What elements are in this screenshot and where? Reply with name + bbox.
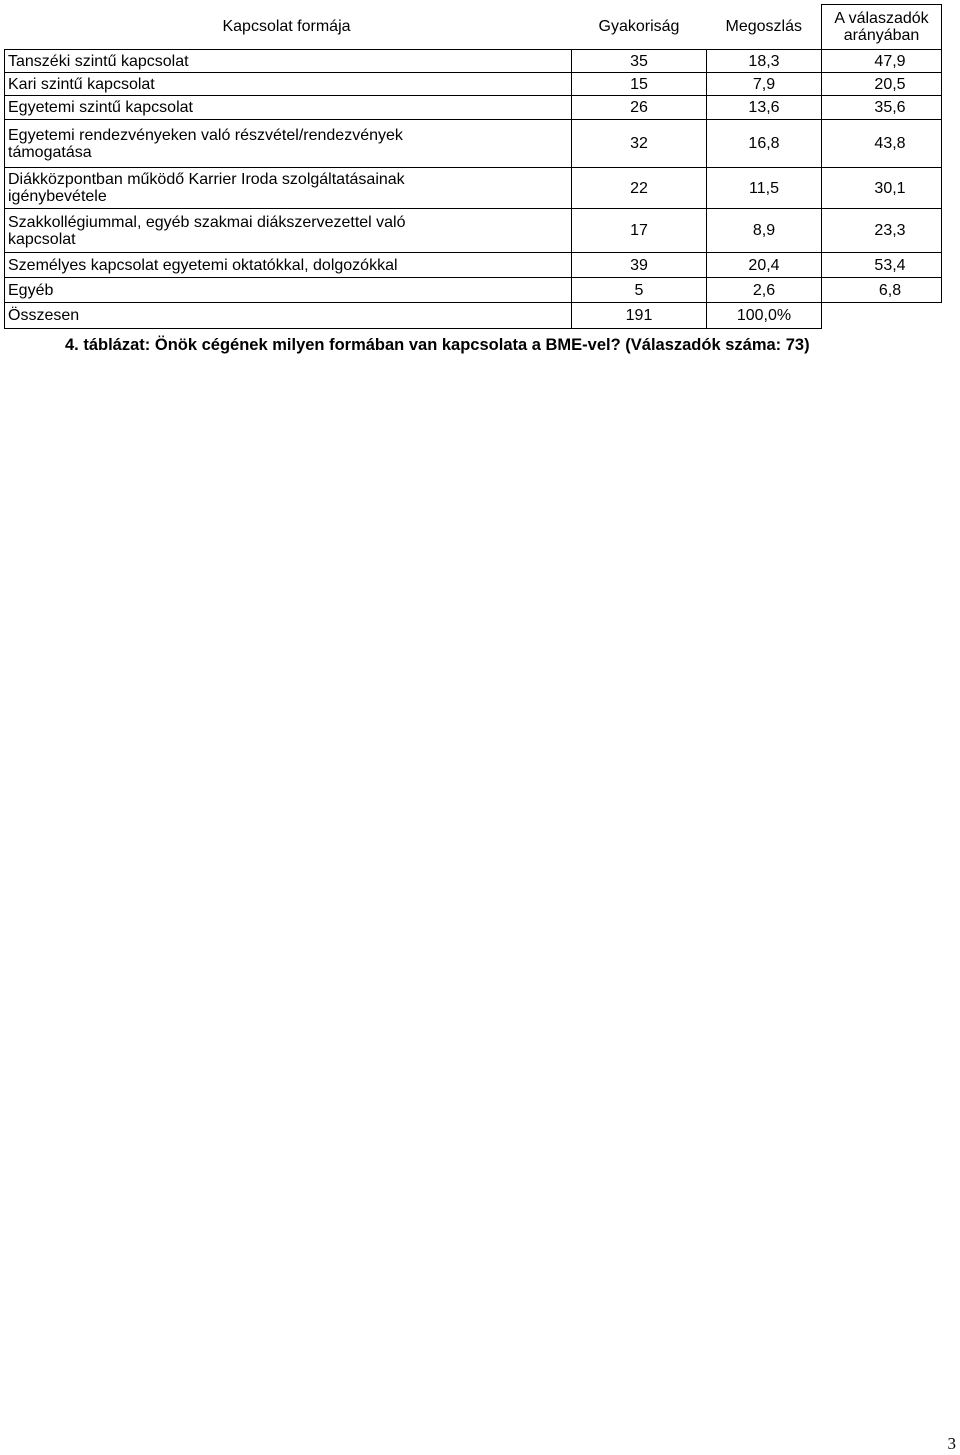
contact-form-table xyxy=(4,4,942,355)
row-label: Tanszéki szintű kapcsolat xyxy=(5,50,572,73)
row-frequency: 5 xyxy=(572,278,707,303)
table-row xyxy=(5,168,942,209)
table-caption: 4. táblázat: Önök cégének milyen formában van kapcsolata a BME-vel? (Válaszadók száma: 73) xyxy=(65,336,810,354)
row-frequency: 17 xyxy=(572,209,707,253)
header-distribution: Megoszlás xyxy=(725,18,802,36)
row-label xyxy=(5,209,572,253)
row-respondent-ratio: 47,9 xyxy=(822,50,942,73)
row-label-line2: igénybevétele xyxy=(8,188,107,205)
row-frequency: 39 xyxy=(572,253,707,278)
row-respondent-ratio: 43,8 xyxy=(822,120,942,168)
row-frequency: 32 xyxy=(572,120,707,168)
row-label: Egyetemi szintű kapcsolat xyxy=(5,96,572,120)
row-frequency: 22 xyxy=(572,168,707,209)
row-frequency: 15 xyxy=(572,73,707,96)
total-distribution: 100,0% xyxy=(707,303,822,329)
row-label: Kari szintű kapcsolat xyxy=(5,73,572,96)
row-distribution: 18,3 xyxy=(707,50,822,73)
table-row xyxy=(5,253,942,278)
table-row xyxy=(5,120,942,168)
row-frequency: 35 xyxy=(572,50,707,73)
table-row xyxy=(5,73,942,96)
row-frequency: 26 xyxy=(572,96,707,120)
row-label: Személyes kapcsolat egyetemi oktatókkal, dolgozókkal xyxy=(5,253,572,278)
row-label xyxy=(5,120,572,168)
row-distribution: 13,6 xyxy=(707,96,822,120)
row-respondent-ratio: 23,3 xyxy=(822,209,942,253)
row-label-line1: Diákközpontban működő Karrier Iroda szolgáltatásainak xyxy=(8,171,405,188)
header-form: Kapcsolat formája xyxy=(222,18,351,36)
row-label-line1: Egyetemi rendezvényeken való részvétel/rendezvények xyxy=(8,126,403,144)
row-label-line1: Szakkollégiummal, egyéb szakmai diákszervezettel való xyxy=(8,213,406,231)
table-row xyxy=(5,278,942,303)
row-label-line2: támogatása xyxy=(8,143,92,161)
header-row xyxy=(5,5,942,50)
total-frequency: 191 xyxy=(572,303,707,329)
row-distribution: 8,9 xyxy=(707,209,822,253)
header-respondent-ratio-line2: arányában xyxy=(843,27,920,44)
row-respondent-ratio: 53,4 xyxy=(822,253,942,278)
row-respondent-ratio: 6,8 xyxy=(822,278,942,303)
row-label-line2: kapcsolat xyxy=(8,230,76,248)
row-distribution: 16,8 xyxy=(707,120,822,168)
row-respondent-ratio: 35,6 xyxy=(822,96,942,120)
row-respondent-ratio: 30,1 xyxy=(822,168,942,209)
header-respondent-ratio xyxy=(822,5,942,50)
row-distribution: 20,4 xyxy=(707,253,822,278)
row-label: Egyéb xyxy=(5,278,572,303)
row-distribution: 7,9 xyxy=(707,73,822,96)
row-respondent-ratio: 20,5 xyxy=(822,73,942,96)
row-distribution: 11,5 xyxy=(707,168,822,209)
table-row xyxy=(5,50,942,73)
total-label: Összesen xyxy=(5,303,572,329)
table-row xyxy=(5,96,942,120)
row-label xyxy=(5,168,572,209)
header-respondent-ratio-line1: A válaszadók xyxy=(834,10,929,27)
page-number: 3 xyxy=(947,1434,956,1453)
header-frequency: Gyakoriság xyxy=(598,18,680,36)
total-row xyxy=(5,303,942,329)
total-empty-cell xyxy=(822,303,942,329)
table-row xyxy=(5,209,942,253)
row-distribution: 2,6 xyxy=(707,278,822,303)
